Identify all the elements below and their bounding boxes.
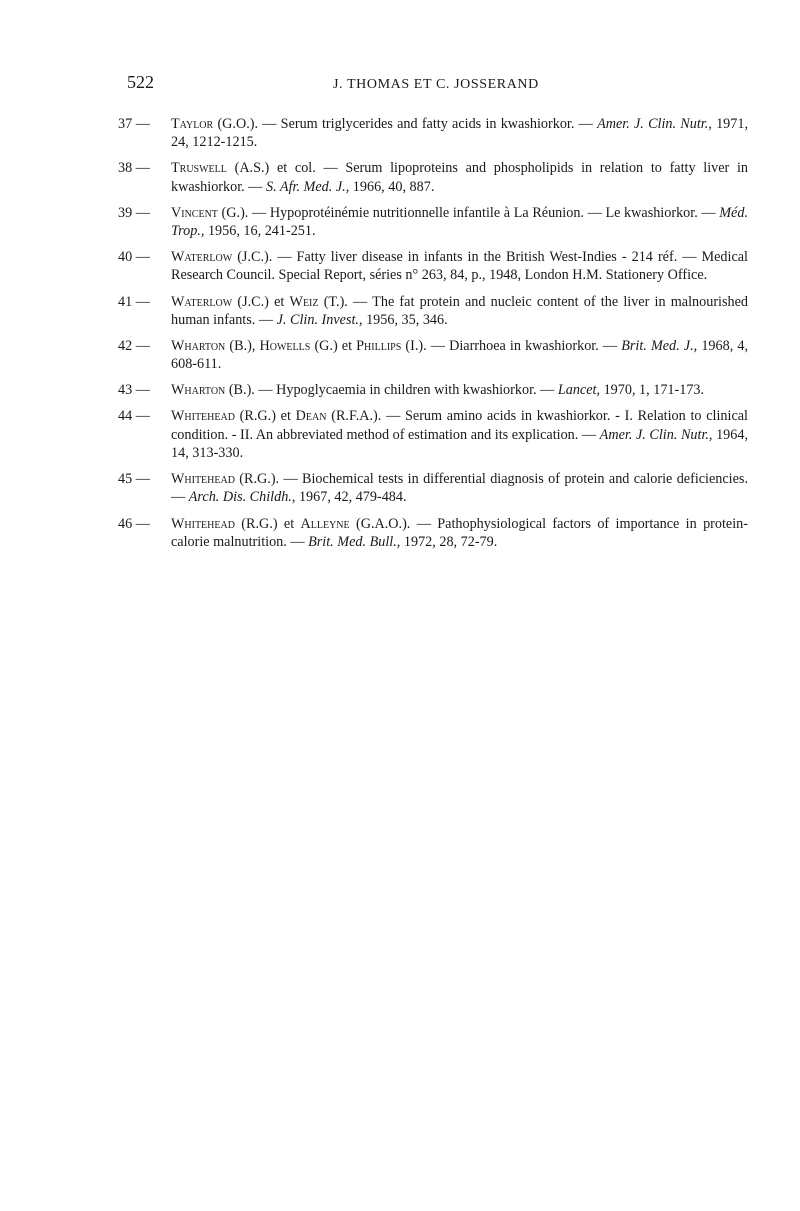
reference-number: 43 — bbox=[118, 382, 150, 399]
reference-item bbox=[118, 337, 748, 374]
reference-number: 46 — bbox=[118, 515, 150, 532]
reference-text bbox=[171, 381, 748, 399]
reference-item bbox=[118, 407, 748, 462]
reference-segment: (I.). — Diarrhoea in kwashiorkor. — bbox=[401, 337, 622, 354]
page-number: 522 bbox=[127, 72, 154, 92]
reference-text bbox=[171, 470, 748, 507]
author-name: Whitehead bbox=[171, 471, 235, 488]
reference-segment: 1971, 24, 1212-1215. bbox=[171, 116, 749, 151]
journal-title: Brit. Med. Bull., bbox=[308, 533, 401, 550]
journal-title: S. Afr. Med. J., bbox=[265, 178, 350, 195]
author-name: Wharton bbox=[171, 382, 226, 399]
reference-item bbox=[118, 293, 748, 330]
journal-title: Lancet, bbox=[557, 382, 601, 399]
reference-segment: 1967, 42, 479-484. bbox=[295, 489, 407, 506]
reference-segment: (G.) et bbox=[310, 337, 357, 354]
reference-number: 38 — bbox=[118, 160, 150, 177]
reference-item bbox=[118, 115, 748, 152]
reference-segment: (J.C.). — Fatty liver disease in infants in the British West-Indies - 214 réf. — Medical Research Council. Special Report, séries n° 263, 84, p., 1948, London H.M. Stationery Office. bbox=[171, 249, 748, 284]
reference-segment: (B.). — Hypoglycaemia in children with kwashiorkor. — bbox=[225, 382, 558, 399]
reference-segment: 1966, 40, 887. bbox=[349, 178, 435, 195]
reference-item bbox=[118, 515, 748, 552]
reference-segment: (R.G.) et bbox=[234, 515, 301, 532]
reference-segment: (A.S.) et col. — Serum lipoproteins and phospholipids in relation to fatty liver in kwashiorkor. — bbox=[171, 160, 748, 195]
author-name: Wharton bbox=[171, 337, 226, 354]
reference-text bbox=[171, 407, 748, 462]
reference-item bbox=[118, 159, 748, 196]
author-name: Taylor bbox=[171, 116, 214, 132]
reference-item bbox=[118, 470, 748, 507]
author-name: Waterlow bbox=[171, 293, 233, 310]
reference-number: 45 — bbox=[118, 471, 150, 488]
reference-list bbox=[118, 115, 748, 559]
reference-number: 40 — bbox=[118, 249, 150, 266]
reference-text bbox=[171, 293, 748, 330]
author-name: Phillips bbox=[356, 337, 402, 354]
reference-segment: 1972, 28, 72-79. bbox=[400, 533, 498, 550]
reference-segment: (J.C.) et bbox=[232, 293, 290, 310]
reference-item bbox=[118, 204, 748, 241]
reference-text bbox=[171, 248, 748, 285]
reference-number: 39 — bbox=[118, 204, 150, 221]
reference-text bbox=[171, 515, 748, 552]
reference-item bbox=[118, 381, 748, 399]
reference-text bbox=[171, 115, 748, 152]
author-name: Weiz bbox=[289, 293, 319, 310]
reference-segment: 1956, 16, 241-251. bbox=[204, 223, 316, 240]
reference-number: 44 — bbox=[118, 408, 150, 425]
reference-segment: (G.A.O.). — Pathophysiological factors of importance in protein-calorie malnutrition. — bbox=[171, 515, 748, 550]
running-head: J. THOMAS ET C. JOSSERAND bbox=[333, 77, 539, 92]
reference-segment: 1970, 1, 171-173. bbox=[600, 382, 705, 399]
journal-title: Brit. Med. J., bbox=[621, 337, 698, 354]
author-name: Alleyne bbox=[300, 515, 350, 532]
reference-segment: (B.), bbox=[225, 337, 260, 354]
author-name: Dean bbox=[295, 408, 327, 425]
author-name: Vincent bbox=[171, 204, 218, 221]
reference-number: 37 — bbox=[118, 116, 150, 132]
reference-segment: (R.F.A.). — Serum amino acids in kwashiorkor. - I. Relation to clinical condition. - II. An abbreviated method of estimation and its explication. — bbox=[171, 408, 748, 443]
reference-text bbox=[171, 337, 748, 374]
journal-title: Arch. Dis. Childh., bbox=[188, 489, 296, 506]
reference-item bbox=[118, 248, 748, 285]
author-name: Waterlow bbox=[171, 249, 233, 266]
reference-segment: (R.G.) et bbox=[234, 408, 296, 425]
reference-segment: 1956, 35, 346. bbox=[362, 311, 448, 328]
reference-segment: 1968, 4, 608-611. bbox=[171, 337, 748, 373]
reference-segment: (G.). — Hypoprotéinémie nutritionnelle infantile à La Réunion. — Le kwashiorkor. — bbox=[217, 204, 720, 221]
author-name: Truswell bbox=[171, 160, 227, 177]
reference-segment: (G.O.). — Serum triglycerides and fatty acids in kwashiorkor. — bbox=[213, 116, 598, 132]
reference-number: 42 — bbox=[118, 337, 150, 354]
reference-text bbox=[171, 204, 748, 241]
reference-number: 41 — bbox=[118, 293, 150, 310]
reference-segment: 1964, 14, 313-330. bbox=[171, 426, 748, 462]
reference-segment: (R.G.). — Biochemical tests in differential diagnosis of protein and calorie deficiencies. — bbox=[171, 471, 748, 506]
author-name: Whitehead bbox=[171, 408, 235, 425]
journal-title: Amer. J. Clin. Nutr., bbox=[597, 116, 712, 132]
reference-text bbox=[171, 159, 748, 196]
author-name: Howells bbox=[259, 337, 311, 354]
reference-segment: (T.). — The fat protein and nucleic content of the liver in malnourished human infants. — bbox=[171, 293, 748, 328]
journal-title: Méd. Trop., bbox=[171, 204, 748, 240]
journal-title: J. Clin. Invest., bbox=[276, 311, 363, 328]
journal-title: Amer. J. Clin. Nutr., bbox=[599, 426, 713, 443]
author-name: Whitehead bbox=[171, 515, 235, 532]
